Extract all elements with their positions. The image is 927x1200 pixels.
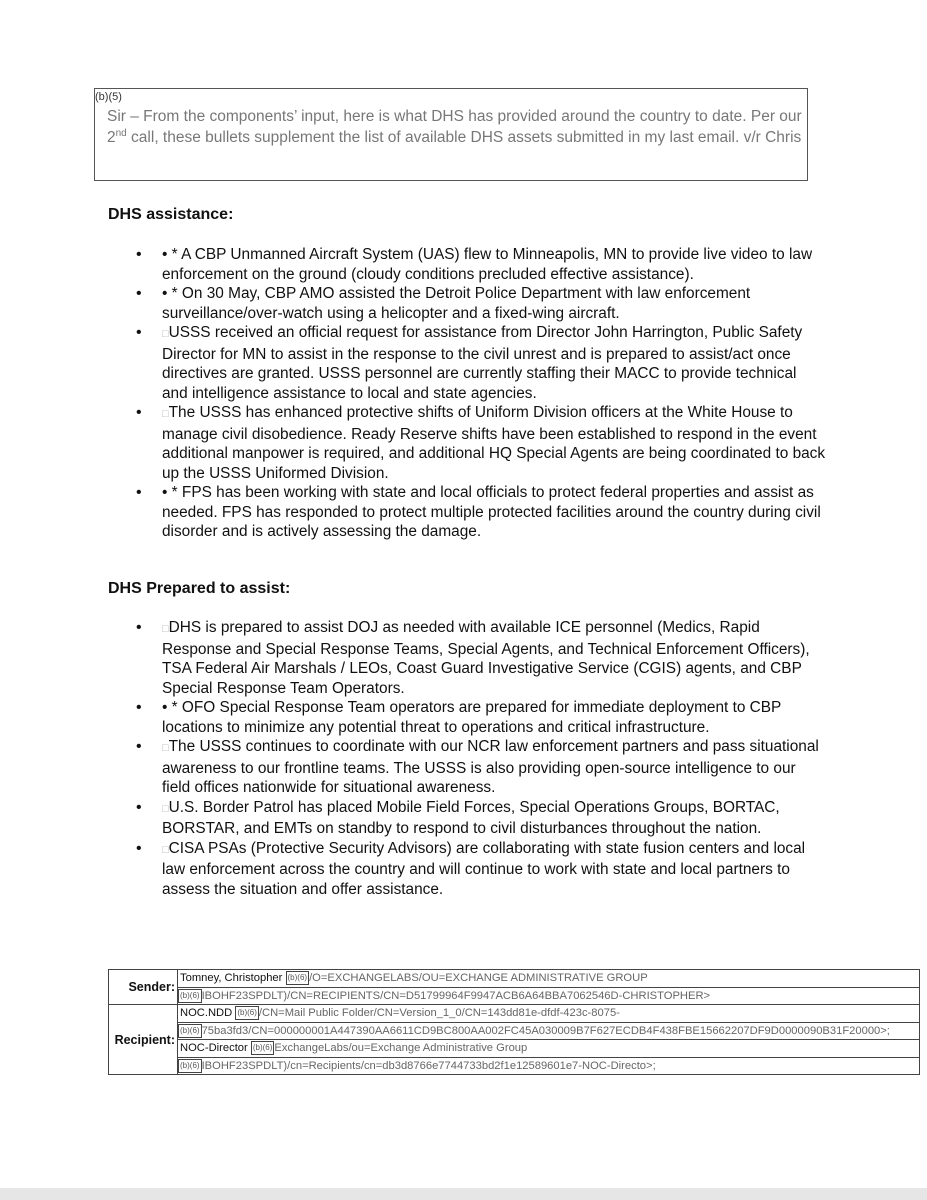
email-metadata-table <box>108 969 920 1075</box>
redaction-tag: (b)(6) <box>286 971 310 985</box>
list-item: • • * On 30 May, CBP AMO assisted the Detroit Police Department with law enforcement surveillance/over-watch using a helicopter and a fixed-wing aircraft. <box>136 285 751 322</box>
list-item: • □The USSS has enhanced protective shifts of Uniform Division officers at the White House to manage civil disobedience. Ready Reserve shifts have been established to respond in the event additional manpower is required, and additional HQ Special Agents are being coordinated to back up the USSS Uniformed Division. <box>136 404 826 482</box>
recipient-label: Recipient: <box>109 1005 178 1075</box>
cover-note <box>94 88 808 181</box>
list-item: • □CISA PSAs (Protective Security Advisors) are collaborating with state fusion centers and local law enforcement across the country and will continue to work with state and local partners to assess the situation and offer assistance. <box>136 839 806 898</box>
sender-value: Tomney, Christopher (b)(6) /O=EXCHANGELABS/OU=EXCHANGE ADMINISTRATIVE GROUP (b)(6) IBOHF23SPDLT)/CN=RECIPIENTS/CN=D51799964F9947ACB6A64BBA7062546D-CHRISTOPHER> <box>178 970 920 1005</box>
list-item: • □U.S. Border Patrol has placed Mobile Field Forces, Special Operations Groups, BORTAC, BORSTAR, and EMTs on standby to respond to civil disturbances throughout the nation. <box>136 798 780 837</box>
redaction-tag: (b)(6) <box>178 1024 202 1038</box>
dhs-assistance-heading: DHS assistance: <box>108 206 234 223</box>
list-item: • □DHS is prepared to assist DOJ as needed with available ICE personnel (Medics, Rapid Response and Special Response Teams, Special Agents, and Technical Enforcement Officers), TSA Federal Air Marshals / LEOs, Coast Guard Investigative Service (CGIS) agents, and CBP Special Response Team Operators. <box>136 619 810 697</box>
redaction-tag: (b)(6) <box>235 1006 259 1020</box>
list-item: • • * FPS has been working with state and local officials to protect federal properties and assist as needed. FPS has responded to protect multiple protected facilities around the country during civil disorder and is actively assessing the damage. <box>136 484 821 540</box>
redaction-tag: (b)(6) <box>178 1059 202 1073</box>
prepared-list <box>136 618 826 899</box>
redaction-tag: (b)(6) <box>251 1041 275 1055</box>
recipient-value: NOC.NDD (b)(6) /CN=Mail Public Folder/CN=Version_1_0/CN=143dd81e-dfdf-423c-8075- (b)(6) 75ba3fd3/CN=000000001A447390AA6611CD9BC800AA002FC45A030009B7F627ECDB4F438FBE15662207DF9D0000090B31F20000>; NOC-Director (b)(6) ExchangeLabs/ou=Exchange Administrative Group (b)(6) IBOHF23SPDLT)/cn=Recipients/cn=db3d8766e7744733bd2f1e12589601e7-NOC-Directo>; <box>178 1005 920 1075</box>
redaction-tag: (b)(6) <box>178 989 202 1003</box>
assistance-list <box>136 245 826 542</box>
list-item: • • * A CBP Unmanned Aircraft System (UAS) flew to Minneapolis, MN to provide live video to law enforcement on the ground (cloudy conditions precluded effective assistance). <box>136 246 813 283</box>
table-row <box>109 1005 920 1075</box>
table-row <box>109 970 920 1005</box>
sender-label: Sender: <box>109 970 178 1005</box>
redaction-tag: (b)(5) <box>95 91 122 103</box>
list-item: • □The USSS continues to coordinate with our NCR law enforcement partners and pass situational awareness to our frontline teams. The USSS is also providing open-source intelligence to our field offices nationwide for situational awareness. <box>136 738 819 796</box>
dhs-prepared-heading: DHS Prepared to assist: <box>108 580 291 597</box>
cover-note-text: Sir – From the components’ input, here is what DHS has provided around the country to date. Per our 2nd call, these bullets supplement the list of available DHS assets submitted in my last email. v/r Chris <box>107 108 802 146</box>
list-item: • □USSS received an official request for assistance from Director John Harrington, Public Safety Director for MN to assist in the response to the civil unrest and is prepared to assist/act once directives are granted. USSS personnel are currently staffing their MACC to provide technical and intelligence assistance to local and state agencies. <box>136 324 803 402</box>
page-bottom-band <box>0 1188 927 1200</box>
list-item: • • * OFO Special Response Team operators are prepared for immediate deployment to CBP locations to minimize any potential threat to operations and critical infrastructure. <box>136 699 782 736</box>
